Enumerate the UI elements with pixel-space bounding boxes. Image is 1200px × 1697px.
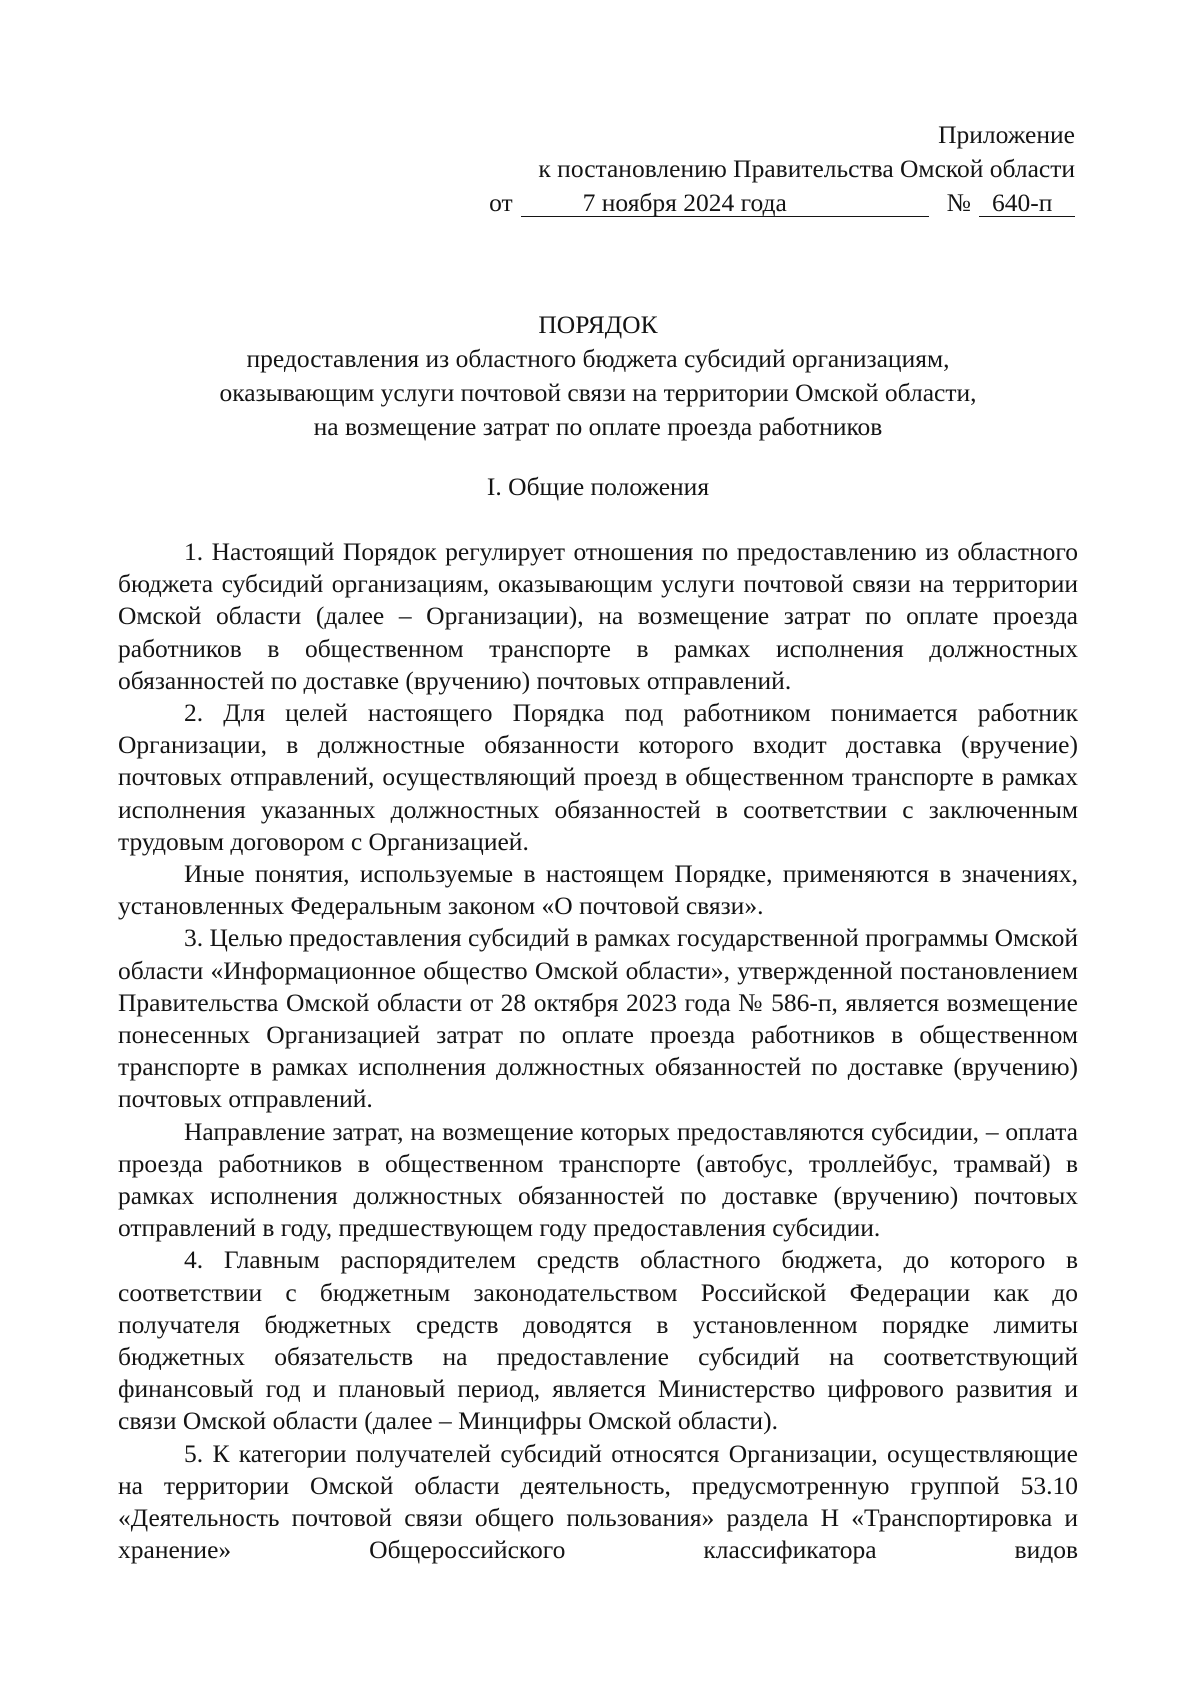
title-main: ПОРЯДОК (538, 310, 658, 339)
title-line-2: оказывающим услуги почтовой связи на территории Омской области, (219, 378, 977, 407)
resolution-date: 7 ноября 2024 года (521, 190, 929, 217)
section-heading: I. Общие положения (486, 472, 710, 501)
paragraph-2: 2. Для целей настоящего Порядка под работником понимается работник Организации, в должностные обязанности которого входит доставка (вручение) почтовых отправлений, осуществляющий проезд в общественном транспорте в рамках исполнения указанных должностных обязанностей в соответствии с заключенным трудовым договором с Организацией. (118, 698, 1078, 856)
appendix-title: Приложение (938, 120, 1075, 149)
document-title (118, 308, 1078, 444)
paragraph-1: 1. Настоящий Порядок регулирует отношения по предоставлению из областного бюджета субсидий организациям, оказывающим услуги почтовой связи на территории Омской области (далее – Организации), на возмещение затрат по оплате проезда работников в общественном транспорте в рамках исполнения должностных обязанностей по доставке (вручению) почтовых отправлений. (118, 537, 1078, 695)
appendix-date-number-line (489, 186, 1075, 220)
paragraph-5: 5. К категории получателей субсидий относятся Организации, осуществляющие на территории Омской области деятельность, предусмотренную группой 53.10 «Деятельность почтовой связи общего пользования» раздела H «Транспортировка и хранение» Общероссийского классификатора видов (118, 1438, 1078, 1565)
appendix-resolution-line: к постановлению Правительства Омской области (538, 154, 1075, 183)
title-line-3: на возмещение затрат по оплате проезда работников (313, 412, 883, 441)
paragraph-2-note: Иные понятия, используемые в настоящем Порядке, применяются в значениях, установленных Федеральным законом «О почтовой связи». (118, 859, 1078, 921)
title-line-1: предоставления из областного бюджета субсидий организациям, (246, 344, 950, 373)
paragraph-3-note: Направление затрат, на возмещение которых предоставляются субсидии, – оплата проезда работников в общественном транспорте (автобус, троллейбус, трамвай) в рамках исполнения должностных обязанностей по доставке (вручению) почтовых отправлений в году, предшествующем году предоставления субсидии. (118, 1116, 1078, 1243)
number-label: № (946, 188, 971, 217)
body-text (118, 536, 1078, 1567)
resolution-number: 640-п (979, 190, 1075, 217)
appendix-header (489, 118, 1075, 220)
paragraph-3: 3. Целью предоставления субсидий в рамках государственной программы Омской области «Информационное общество Омской области», утвержденной постановлением Правительства Омской области от 28 октября 2023 года № 586-п, является возмещение понесенных Организацией затрат по оплате проезда работников в общественном транспорте в рамках исполнения должностных обязанностей по доставке (вручению) почтовых отправлений. (118, 923, 1078, 1114)
from-label: от (489, 188, 513, 217)
paragraph-4: 4. Главным распорядителем средств областного бюджета, до которого в соответствии с бюджетным законодательством Российской Федерации как до получателя бюджетных средств доводятся в установленном порядке лимиты бюджетных обязательств на предоставление субсидий на соответствующий финансовый год и плановый период, является Министерство цифрового развития и связи Омской области (далее – Минцифры Омской области). (118, 1245, 1078, 1436)
